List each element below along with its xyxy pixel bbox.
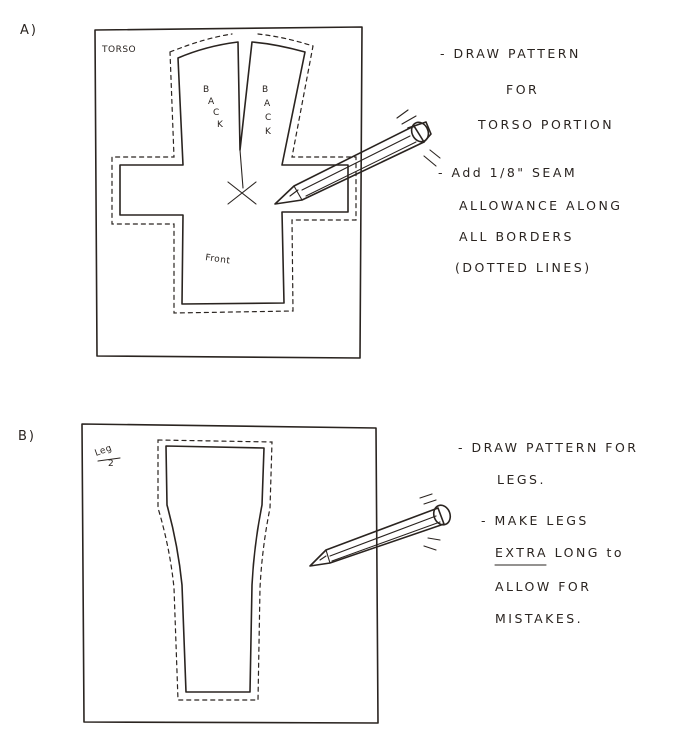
pencil-icon xyxy=(310,494,453,566)
svg-text:C: C xyxy=(213,108,220,118)
front-label: Front xyxy=(204,253,231,267)
leg-seam-allowance xyxy=(158,440,272,700)
leg-paper-sheet xyxy=(82,424,378,723)
svg-text:B: B xyxy=(262,85,269,95)
svg-text:C: C xyxy=(265,113,272,123)
svg-text:A: A xyxy=(208,97,215,107)
svg-text:(DOTTED LINES): (DOTTED LINES) xyxy=(455,260,592,275)
svg-text:K: K xyxy=(265,127,272,137)
svg-text:K: K xyxy=(217,120,224,130)
svg-text:A: A xyxy=(264,99,271,109)
svg-text:EXTRA LONG to: EXTRA LONG to xyxy=(495,545,624,560)
svg-text:TORSO PORTION: TORSO PORTION xyxy=(478,117,615,132)
svg-text:B: B xyxy=(203,85,210,95)
torso-instructions xyxy=(438,46,623,275)
torso-sheet-label: TORSO xyxy=(102,45,137,55)
leg-sheet-label: Leg xyxy=(93,443,114,459)
back-label-right xyxy=(262,85,272,137)
section-a-marker: A) xyxy=(20,23,38,38)
leg-sheet-label-sub: 2 xyxy=(108,459,115,469)
svg-text:MISTAKES.: MISTAKES. xyxy=(495,611,584,626)
svg-text:- MAKE LEGS: - MAKE LEGS xyxy=(481,513,589,528)
svg-text:ALL BORDERS: ALL BORDERS xyxy=(459,229,574,244)
back-split-line xyxy=(240,150,243,188)
svg-text:- Add 1/8" SEAM: - Add 1/8" SEAM xyxy=(438,165,578,180)
back-label-left xyxy=(203,85,224,130)
svg-text:LEGS.: LEGS. xyxy=(497,472,546,487)
svg-text:- DRAW PATTERN FOR: - DRAW PATTERN FOR xyxy=(458,440,639,455)
svg-text:ALLOW FOR: ALLOW FOR xyxy=(495,579,592,594)
leg-instructions xyxy=(458,440,638,626)
svg-text:ALLOWANCE ALONG: ALLOWANCE ALONG xyxy=(459,198,623,213)
center-x-mark xyxy=(228,182,256,204)
leg-pattern-outline xyxy=(166,446,264,692)
torso-paper-sheet xyxy=(95,27,362,358)
torso-pattern-outline xyxy=(120,42,348,304)
svg-text:- DRAW PATTERN: - DRAW PATTERN xyxy=(440,46,581,61)
svg-text:FOR: FOR xyxy=(506,82,540,97)
section-b-marker: B) xyxy=(18,429,36,444)
